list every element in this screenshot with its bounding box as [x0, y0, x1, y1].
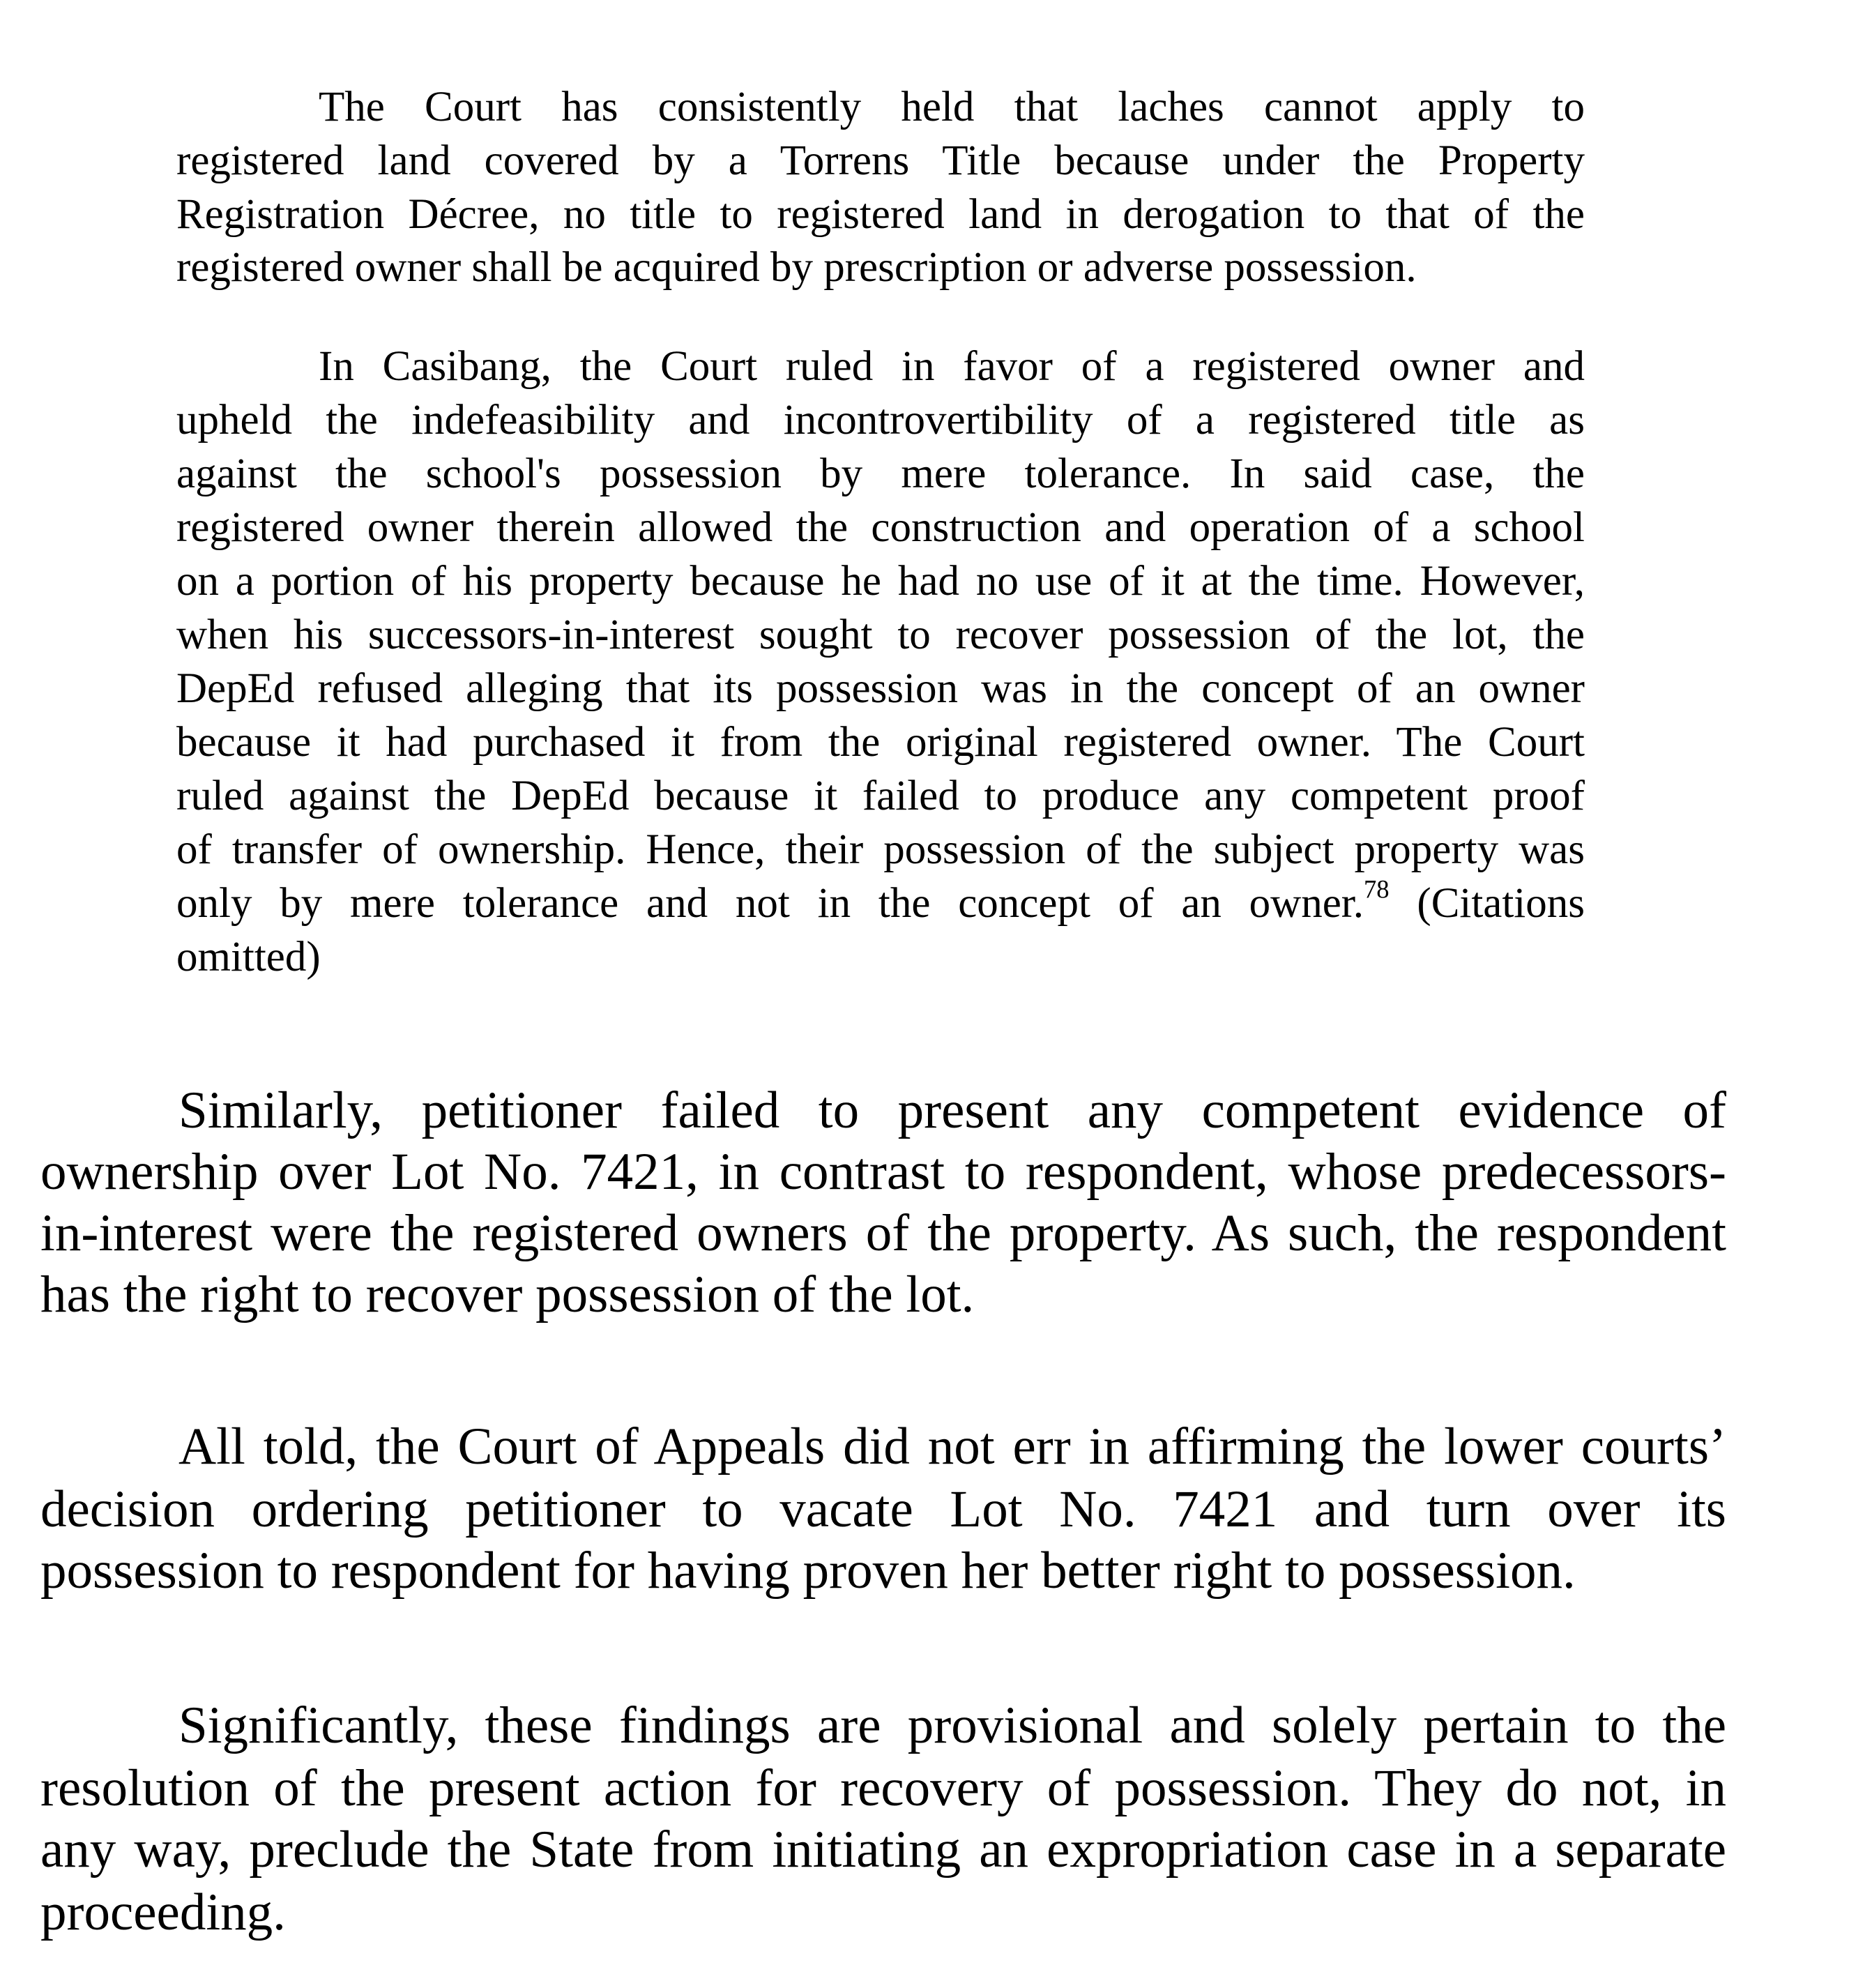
footnote-reference[interactable]: 78: [1364, 874, 1390, 904]
footnote-line-text: only by mere tolerance and not in the concept of an owner.: [176, 880, 1364, 927]
citations-note: (Citations: [1417, 880, 1585, 927]
